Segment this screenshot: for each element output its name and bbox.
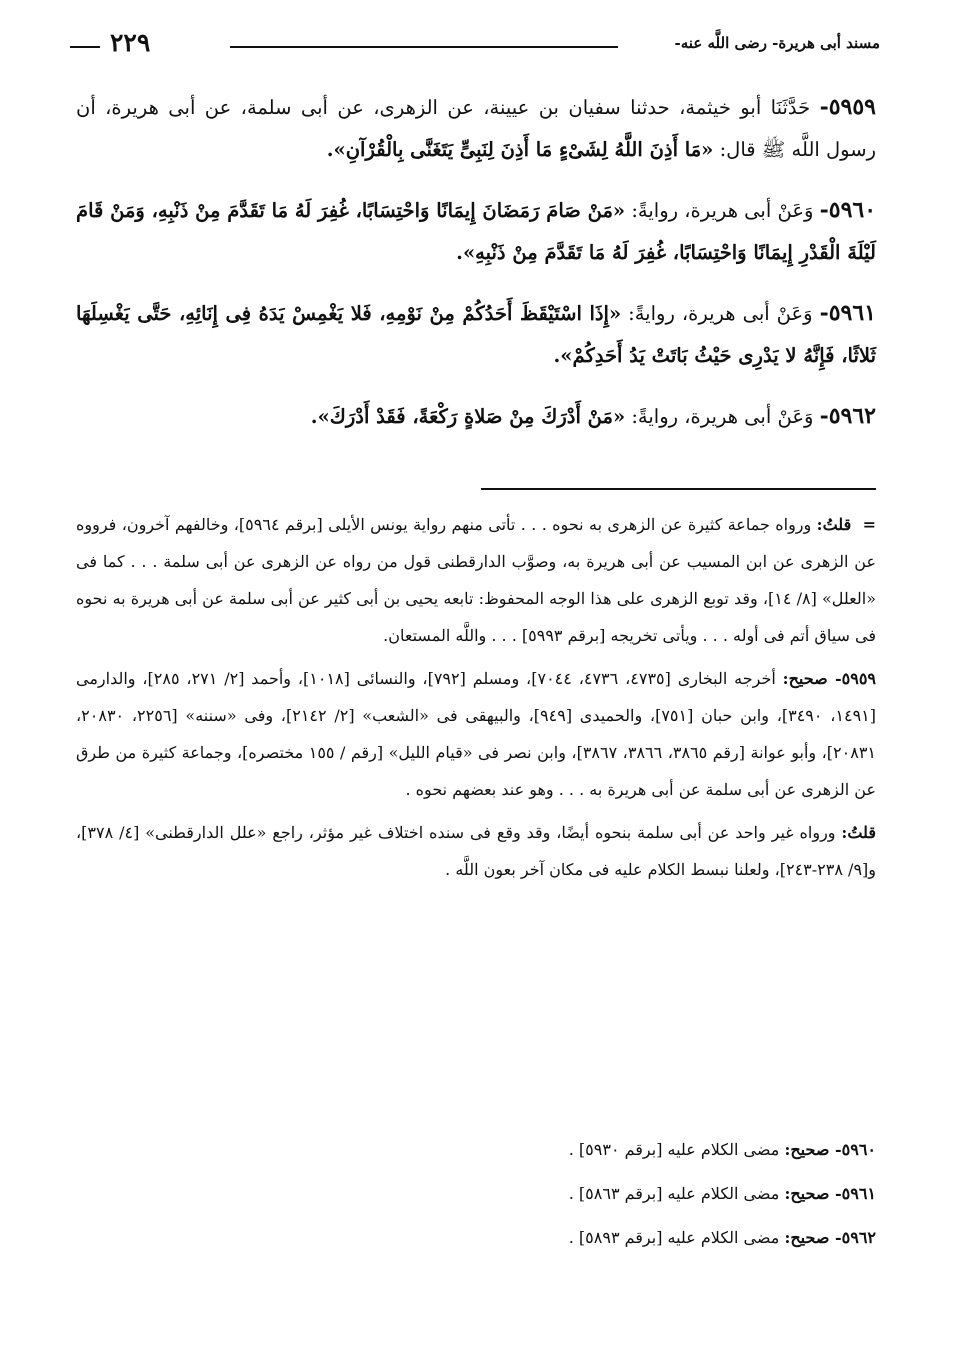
footnote-label: ٥٩٦٠- صحيح: bbox=[784, 1140, 876, 1159]
footnote-text: ورواه جماعة كثيرة عن الزهرى به نحوه . . . تأتى منهم رواية يونس الأيلى [برقم ٥٩٦٤]، وخالفهم آخرون، فرووه عن الزهرى عن ابن المسيب عن أبى هريرة به، وصوَّب الدارقطنى قول من رواه عن الزهرى عن أبى سلمة . . . كما فى «العلل» [٨/ ١٤]، وقد توبع الزهرى على هذا الوجه المحفوظ: تابعه يحيى بن أبى كثير عن أبى سلمة عن أبى هريرة به نحوه فى سياق أتم فى أوله . . . ويأتى تخريجه [برقم ٥٩٩٣] . . . واللَّه المستعان. bbox=[76, 515, 877, 645]
hadith-isnad: وَعَنْ أبى هريرة، روايةً: bbox=[631, 199, 814, 222]
footnote-5961 bbox=[76, 1172, 876, 1216]
footnote-label: ٥٩٦٢- صحيح: bbox=[784, 1228, 876, 1247]
page-number: ٢٢٩ bbox=[110, 28, 151, 57]
footnote-text: أخرجه البخارى [٤٧٣٥، ٤٧٣٦، ٧٠٤٤]، ومسلم [٧٩٢]، والنسائى [١٠١٨]، وأحمد [٢/ ٢٧١، ٢٨٥]، والدارمى [١٤٩١، ٣٤٩٠]، وابن حبان [٧٥١]، والحميدى [٩٤٩]، والبيهقى فى «الشعب» [٢/ ٢١٤٢]، وفى «سننه» [٢٢٥٦، ٢٠٨٣٠، ٢٠٨٣١]، وأبو عوانة [رقم ٣٨٦٥، ٣٨٦٦، ٣٨٦٧]، وابن نصر فى «قيام الليل» [رقم / ١٥٥ مختصره]، وجماعة كثيرة من طرق عن الزهرى عن أبى سلمة عن أبى هريرة به . . . وهو عند بعضهم نحوه . bbox=[76, 669, 877, 799]
footnote-label: ٥٩٥٩- صحيح: bbox=[782, 669, 876, 688]
footnotes bbox=[76, 506, 876, 894]
hadith-number: ٥٩٦٢- bbox=[819, 403, 876, 429]
short-footnotes bbox=[76, 1128, 876, 1260]
footnote-label: ٥٩٦١- صحيح: bbox=[784, 1184, 876, 1203]
qultu-label: قلتُ: bbox=[816, 515, 852, 534]
hadith-5960 bbox=[76, 189, 876, 274]
running-title: مسند أبى هريرة- رضى اللَّه عنه- bbox=[674, 34, 880, 52]
footnote-separator bbox=[481, 488, 876, 490]
hadith-matn: «إِذَا اسْتَيْقَظَ أَحَدُكُمْ مِنْ نَوْمِهِ، فَلا يَغْمِسْ يَدَهُ فِى إِنَائِهِ، حَتَّى يَغْسِلَهَا ثَلاثًا، فَإِنَّهُ لا يَدْرِى حَيْثُ بَاتَتْ يَدُ أَحَدِكُمْ». bbox=[76, 302, 876, 367]
header-rule bbox=[230, 46, 618, 48]
running-header bbox=[70, 26, 880, 66]
footnote-continuation bbox=[76, 506, 876, 654]
hadith-isnad: وَعَنْ أبى هريرة، روايةً: bbox=[628, 302, 813, 325]
footnote-text: مضى الكلام عليه [برقم ٥٨٩٣] . bbox=[568, 1228, 780, 1247]
footnote-5960 bbox=[76, 1128, 876, 1172]
hadith-isnad: حَدَّثَنَا أبو خيثمة، حدثنا سفيان بن عيينة، عن الزهرى، عن أبى سلمة، عن أبى هريرة، أن رسول اللَّه ﷺ قال: bbox=[76, 96, 876, 161]
footnote-qultu bbox=[76, 814, 876, 888]
hadith-5959 bbox=[76, 86, 876, 171]
footnote-text: ورواه غير واحد عن أبى سلمة بنحوه أيضًا، وقد وقع فى سنده اختلاف غير مؤثر، راجع «علل الدارقطنى» [٤/ ٣٧٨]، و[٩/ ٢٣٨-٢٤٣]، ولعلنا نبسط الكلام عليه فى مكان آخر بعون اللَّه . bbox=[76, 823, 876, 879]
qultu-label: قلتُ: bbox=[841, 823, 876, 842]
hadith-5961 bbox=[76, 292, 876, 377]
hadith-isnad: وَعَنْ أبى هريرة، روايةً: bbox=[631, 405, 814, 428]
hadith-number: ٥٩٦٠- bbox=[819, 197, 877, 223]
footnote-5962 bbox=[76, 1216, 876, 1260]
hadith-number: ٥٩٥٩- bbox=[819, 94, 876, 120]
header-rule-short bbox=[70, 46, 100, 48]
hadith-number: ٥٩٦١- bbox=[819, 300, 876, 326]
hadith-matn: «مَا أَذِنَ اللَّهُ لِشَىْءٍ مَا أَذِنَ لِنَبِىٍّ يَتَغَنَّى بِالْقُرْآنِ». bbox=[326, 138, 714, 161]
footnote-text: مضى الكلام عليه [برقم ٥٩٣٠] . bbox=[568, 1140, 780, 1159]
footnote-5959 bbox=[76, 660, 876, 808]
hadith-text-block bbox=[76, 86, 876, 456]
hadith-matn: «مَنْ صَامَ رَمَضَانَ إِيمَانًا وَاحْتِسَابًا، غُفِرَ لَهُ مَا تَقَدَّمَ مِنْ ذَنْبِهِ، وَمَنْ قَامَ لَيْلَةَ الْقَدْرِ إِيمَانًا وَاحْتِسَابًا، غُفِرَ لَهُ مَا تَقَدَّمَ مِنْ ذَنْبِهِ». bbox=[76, 199, 876, 264]
continuation-marker: = bbox=[862, 515, 877, 534]
footnote-text: مضى الكلام عليه [برقم ٥٨٦٣] . bbox=[568, 1184, 780, 1203]
hadith-5962 bbox=[76, 395, 876, 438]
hadith-matn: «مَنْ أَدْرَكَ مِنْ صَلاةٍ رَكْعَةً، فَقَدْ أَدْرَكَ». bbox=[310, 405, 626, 428]
